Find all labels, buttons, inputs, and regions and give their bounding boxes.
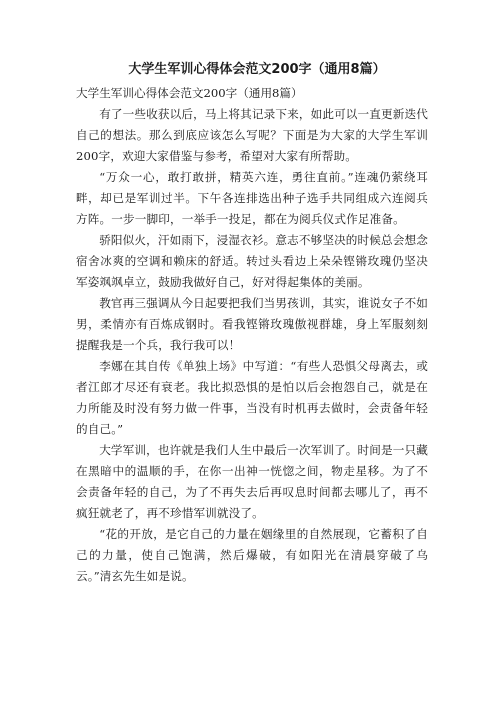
paragraph: 大学军训，也许就是我们人生中最后一次军训了。时间是一只藏在黑暗中的温顺的手，在你一出神一恍惚之间，物走星移。为了不会责备年轻的自己，为了不再失去后再叹息时间都去哪儿了，再不疯狂就老了，再不珍惜军训就没了。: [76, 443, 429, 520]
paragraph: “花的开放，是它自己的力量在姻缘里的自然展现，它蓄积了自己的力量，使自己饱满，然后爆破，有如阳光在清晨穿破了乌云。”清玄先生如是说。: [76, 527, 428, 583]
paragraph: “万众一心，敢打敢拼，精英六连，勇往直前。”连魂仍萦绕耳畔，却已是军训过半。下午各连排选出种子选手共同组成六连阅兵方阵。一步一脚印，一举手一投足，都在为阅兵仪式作足准备。: [76, 170, 428, 226]
paragraph: 骄阳似火，汗如雨下，浸湿衣衫。意志不够坚决的时候总会想念宿舍冰爽的空调和赖床的舒适。转过头看边上朵朵铿锵玫瑰仍坚决军姿飒飒卓立，鼓励我做好自己，好对得起集体的美丽。: [76, 233, 429, 289]
document-subtitle: 大学生军训心得体会范文200字（通用8篇）: [76, 86, 303, 100]
paragraph: 李娜在其自传《单独上场》中写道：“有些人恐惧父母离去，或者江郎才尽还有衰老。我比拟恐惧的是怕以后会抱怨自己，就是在力所能及时没有努力做一件事，当没有时机再去做时，会责备年轻的自己。”: [76, 359, 428, 436]
paragraph: 教官再三强调从今日起要把我们当男孩训，其实，谁说女子不如男，柔情亦有百炼成钢时。看我铿锵玫瑰傲视群雄，身上军服刻刻提醒我是一个兵，我行我可以！: [76, 296, 429, 352]
document-title: 大学生军训心得体会范文200字（通用8篇）: [128, 62, 386, 77]
paragraph: 有了一些收获以后，马上将其记录下来，如此可以一直更新迭代自己的想法。那么到底应该怎么写呢？下面是为大家的大学生军训200字，欢迎大家借鉴与参考，希望对大家有所帮助。: [76, 107, 429, 163]
